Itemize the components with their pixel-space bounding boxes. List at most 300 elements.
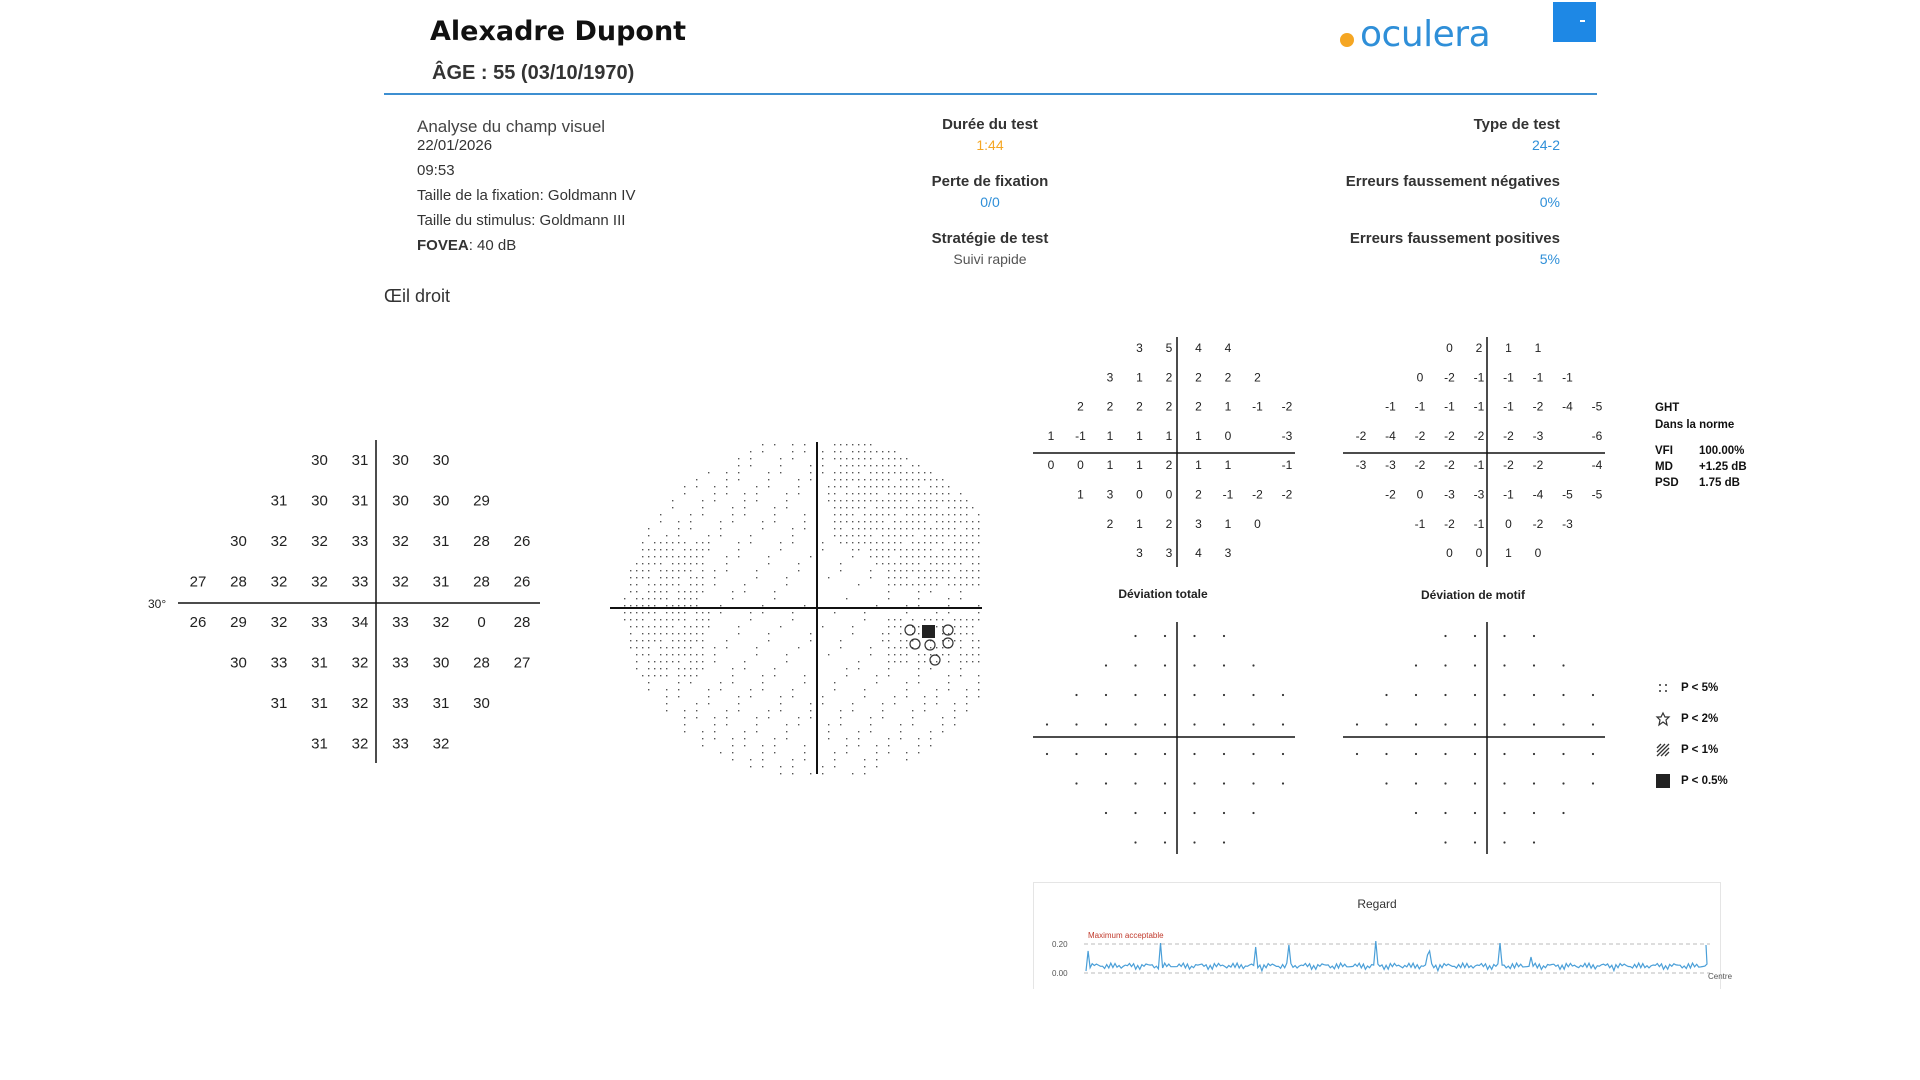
stipple-dot — [858, 731, 859, 732]
pdn-cells — [1356, 341, 1603, 560]
probability-dot — [1105, 753, 1107, 755]
patient-age: ÂGE : 55 (03/10/1970) — [432, 62, 635, 84]
grayscale-marks — [624, 444, 979, 774]
stipple-dot — [906, 521, 907, 522]
stipple-dot — [672, 626, 673, 627]
stipple-dot — [648, 675, 649, 676]
stipple-dot — [876, 542, 877, 543]
stipple-dot — [762, 752, 763, 753]
stipple-dot — [936, 535, 937, 536]
stipple-dot — [954, 717, 955, 718]
probability-dot — [1134, 694, 1136, 696]
stipple-dot — [978, 612, 979, 613]
stipple-dot — [846, 535, 847, 536]
stipple-dot — [696, 626, 697, 627]
stipple-dot — [918, 626, 919, 627]
probability-dot — [1164, 635, 1166, 637]
stipple-dot — [954, 528, 955, 529]
probability-dot — [1533, 812, 1535, 814]
stipple-dot — [948, 577, 949, 578]
stipple-dot — [882, 472, 883, 473]
probability-dot — [1385, 782, 1387, 784]
probability-dot — [1533, 694, 1535, 696]
stipple-dot — [852, 542, 853, 543]
stipple-dot — [882, 458, 883, 459]
stipple-dot — [906, 514, 907, 515]
md-value: +1.25 dB — [1699, 461, 1747, 473]
probability-dot — [1223, 753, 1225, 755]
stipple-dot — [906, 647, 907, 648]
stipple-dot — [912, 549, 913, 550]
stipple-dot — [726, 647, 727, 648]
stipple-dot — [696, 577, 697, 578]
grid-value: 1 — [1195, 428, 1202, 443]
strategy-label: Stratégie de test — [931, 230, 1049, 247]
stipple-dot — [978, 514, 979, 515]
stipple-dot — [702, 542, 703, 543]
stipple-dot — [672, 556, 673, 557]
stipple-dot — [888, 626, 889, 627]
stipple-dot — [924, 577, 925, 578]
stipple-dot — [906, 682, 907, 683]
filled-square-icon — [1655, 773, 1671, 789]
grid-value: -2 — [1532, 399, 1544, 414]
stipple-dot — [942, 528, 943, 529]
stipple-dot — [642, 549, 643, 550]
stipple-dot — [960, 584, 961, 585]
stipple-dot — [666, 605, 667, 606]
stipple-dot — [642, 542, 643, 543]
stipple-dot — [810, 703, 811, 704]
stipple-dot — [798, 479, 799, 480]
stipple-dot — [900, 584, 901, 585]
stipple-dot — [840, 724, 841, 725]
stipple-dot — [876, 556, 877, 557]
stipple-dot — [672, 577, 673, 578]
probability-dot — [1444, 694, 1446, 696]
stipple-dot — [768, 556, 769, 557]
stipple-dot — [720, 521, 721, 522]
stipple-dot — [870, 542, 871, 543]
stipple-dot — [750, 689, 751, 690]
stipple-dot — [678, 535, 679, 536]
stipple-dot — [762, 528, 763, 529]
stipple-dot — [648, 647, 649, 648]
stipple-dot — [666, 535, 667, 536]
grid-value: 33 — [392, 654, 409, 672]
stipple-dot — [888, 619, 889, 620]
stipple-dot — [678, 563, 679, 564]
stipple-dot — [780, 542, 781, 543]
stipple-dot — [714, 661, 715, 662]
stipple-dot — [846, 500, 847, 501]
grid-value: 30 — [392, 452, 409, 469]
grid-value: 31 — [311, 695, 328, 712]
stipple-dot — [702, 577, 703, 578]
grid-value: -1 — [1503, 487, 1514, 502]
fovea-value — [417, 233, 635, 258]
stipple-dot — [942, 486, 943, 487]
stipple-dot — [948, 682, 949, 683]
stipple-dot — [912, 535, 913, 536]
stipple-dot — [654, 626, 655, 627]
stipple-dot — [978, 654, 979, 655]
stipple-dot — [732, 675, 733, 676]
stipple-dot — [834, 682, 835, 683]
probability-dot — [1046, 723, 1048, 725]
stipple-dot — [690, 675, 691, 676]
stipple-dot — [876, 493, 877, 494]
stipple-dot — [810, 710, 811, 711]
stipple-dot — [786, 731, 787, 732]
stipple-dot — [924, 619, 925, 620]
stipple-dot — [810, 479, 811, 480]
stipple-dot — [630, 633, 631, 634]
stipple-dot — [930, 507, 931, 508]
stipple-dot — [840, 717, 841, 718]
stipple-dot — [888, 675, 889, 676]
stipple-dot — [942, 542, 943, 543]
probability-dot — [1592, 782, 1594, 784]
stipple-dot — [780, 710, 781, 711]
stipple-dot — [684, 710, 685, 711]
stipple-dot — [696, 703, 697, 704]
stipple-dot — [900, 528, 901, 529]
grid-value: -1 — [1503, 370, 1514, 385]
stipple-dot — [906, 458, 907, 459]
stipple-dot — [900, 507, 901, 508]
stipple-dot — [882, 703, 883, 704]
stipple-dot — [888, 528, 889, 529]
stipple-dot — [762, 451, 763, 452]
stipple-dot — [900, 500, 901, 501]
stipple-dot — [942, 717, 943, 718]
stipple-dot — [972, 626, 973, 627]
probability-dot — [1193, 841, 1195, 843]
stipple-dot — [804, 514, 805, 515]
stipple-dot — [978, 563, 979, 564]
stipple-dot — [678, 682, 679, 683]
stipple-dot — [894, 549, 895, 550]
stipple-dot — [744, 500, 745, 501]
stipple-dot — [684, 717, 685, 718]
probability-dot — [1164, 753, 1166, 755]
grid-value: -1 — [1281, 458, 1293, 473]
stipple-dot — [852, 493, 853, 494]
stipple-dot — [954, 710, 955, 711]
stipple-dot — [930, 556, 931, 557]
stipple-dot — [630, 612, 631, 613]
stipple-dot — [792, 458, 793, 459]
grid-value: -2 — [1444, 516, 1455, 531]
grid-value: 28 — [513, 614, 531, 631]
stipple-dot — [882, 486, 883, 487]
stipple-dot — [714, 717, 715, 718]
stipple-dot — [732, 738, 733, 739]
stipple-dot — [936, 521, 937, 522]
stipple-dot — [936, 507, 937, 508]
stipple-dot — [924, 542, 925, 543]
stipple-dot — [732, 591, 733, 592]
stipple-dot — [966, 507, 967, 508]
stipple-dot — [930, 619, 931, 620]
star-icon — [1655, 711, 1671, 727]
probability-dot — [1282, 723, 1284, 725]
stipple-dot — [882, 563, 883, 564]
stipple-dot — [648, 605, 649, 606]
stipple-dot — [702, 563, 703, 564]
stipple-dot — [912, 542, 913, 543]
stipple-dot — [774, 668, 775, 669]
probability-dot — [1223, 812, 1225, 814]
stipple-dot — [930, 500, 931, 501]
stipple-dot — [918, 745, 919, 746]
stipple-dot — [666, 549, 667, 550]
duration-label: Durée du test — [942, 116, 1038, 133]
stipple-dot — [960, 521, 961, 522]
stipple-dot — [906, 661, 907, 662]
stipple-dot — [942, 570, 943, 571]
stipple-dot — [720, 752, 721, 753]
stipple-dot — [780, 626, 781, 627]
grid-value: 4 — [1224, 341, 1232, 355]
stipple-dot — [936, 570, 937, 571]
stipple-dot — [738, 556, 739, 557]
stipple-dot — [714, 493, 715, 494]
grid-value: -1 — [1252, 399, 1263, 414]
pattern-deviation-numbers — [1343, 335, 1623, 575]
stipple-dot — [894, 570, 895, 571]
stipple-dot — [912, 556, 913, 557]
pattern-deviation-probability — [1343, 620, 1623, 860]
stipple-dot — [780, 766, 781, 767]
probability-dot — [1503, 664, 1505, 666]
stipple-dot — [702, 731, 703, 732]
stipple-dot — [912, 507, 913, 508]
stipple-dot — [882, 633, 883, 634]
stipple-dot — [726, 563, 727, 564]
stipple-dot — [960, 668, 961, 669]
stipple-dot — [630, 640, 631, 641]
stipple-dot — [948, 514, 949, 515]
stipple-dot — [684, 647, 685, 648]
stipple-dot — [936, 556, 937, 557]
stipple-dot — [702, 668, 703, 669]
stipple-dot — [828, 724, 829, 725]
gaze-panel — [1033, 882, 1733, 989]
stipple-dot — [978, 528, 979, 529]
stipple-dot — [858, 479, 859, 480]
stipple-dot — [948, 563, 949, 564]
probability-dot — [1164, 664, 1166, 666]
stipple-dot — [966, 521, 967, 522]
stipple-dot — [942, 577, 943, 578]
menu-button[interactable] — [1553, 2, 1596, 42]
stipple-dot — [882, 710, 883, 711]
grid-value: 1 — [1224, 399, 1232, 414]
stipple-dot — [786, 507, 787, 508]
stipple-dot — [852, 528, 853, 529]
stipple-dot — [636, 598, 637, 599]
stipple-dot — [918, 577, 919, 578]
grid-value: 1 — [1136, 428, 1143, 443]
stipple-dot — [684, 556, 685, 557]
stipple-dot — [756, 647, 757, 648]
stipple-dot — [642, 577, 643, 578]
stipple-dot — [804, 521, 805, 522]
stipple-dot — [696, 633, 697, 634]
stipple-dot — [864, 535, 865, 536]
stipple-dot — [876, 465, 877, 466]
stipple-dot — [906, 535, 907, 536]
stipple-dot — [966, 528, 967, 529]
probability-dot — [1193, 782, 1195, 784]
stipple-dot — [906, 528, 907, 529]
grid-value: -1 — [1473, 399, 1485, 414]
stipple-dot — [906, 654, 907, 655]
hatch-icon — [1655, 742, 1671, 758]
stipple-dot — [642, 633, 643, 634]
stipple-dot — [708, 612, 709, 613]
stipple-dot — [660, 668, 661, 669]
stipple-dot — [888, 451, 889, 452]
stipple-dot — [876, 500, 877, 501]
stipple-dot — [738, 542, 739, 543]
stipple-dot — [924, 472, 925, 473]
stipple-dot — [744, 738, 745, 739]
stipple-dot — [960, 640, 961, 641]
stipple-dot — [780, 472, 781, 473]
stipple-dot — [636, 647, 637, 648]
stipple-dot — [714, 486, 715, 487]
stipple-dot — [864, 451, 865, 452]
stipple-dot — [894, 696, 895, 697]
stipple-dot — [768, 472, 769, 473]
stipple-dot — [840, 710, 841, 711]
grid-value: 0 — [1047, 458, 1055, 473]
stipple-dot — [636, 619, 637, 620]
stipple-dot — [696, 479, 697, 480]
grid-value: 31 — [311, 735, 328, 753]
stipple-dot — [942, 549, 943, 550]
stipple-dot — [894, 493, 895, 494]
stipple-dot — [876, 682, 877, 683]
stipple-dot — [930, 745, 931, 746]
grid-value: 32 — [351, 654, 369, 672]
stipple-dot — [960, 577, 961, 578]
stipple-dot — [804, 745, 805, 746]
probability-dot — [1134, 753, 1136, 755]
stipple-dot — [954, 549, 955, 550]
grid-value: -3 — [1532, 428, 1544, 443]
stipple-dot — [846, 493, 847, 494]
probability-dot — [1223, 664, 1225, 666]
stipple-dot — [642, 570, 643, 571]
stipple-dot — [906, 640, 907, 641]
stipple-dot — [954, 619, 955, 620]
stipple-dot — [672, 605, 673, 606]
probability-dot — [1193, 723, 1195, 725]
stipple-dot — [750, 612, 751, 613]
exam-title: Analyse du champ visuel — [417, 117, 606, 136]
stipple-dot — [648, 591, 649, 592]
probability-dot — [1164, 723, 1166, 725]
legend-label: P < 2% — [1681, 712, 1719, 725]
stipple-dot — [960, 619, 961, 620]
stipple-dot — [762, 605, 763, 606]
stipple-dot — [726, 556, 727, 557]
grid-value: 2 — [1136, 399, 1143, 414]
stipple-dot — [966, 619, 967, 620]
stipple-dot — [840, 528, 841, 529]
stipple-dot — [864, 689, 865, 690]
stipple-dot — [870, 458, 871, 459]
grid-value: 2 — [1195, 370, 1202, 385]
stipple-dot — [864, 521, 865, 522]
stipple-dot — [690, 556, 691, 557]
stipple-dot — [960, 542, 961, 543]
stipple-dot — [648, 584, 649, 585]
stipple-dot — [906, 605, 907, 606]
stipple-dot — [864, 696, 865, 697]
stipple-dot — [810, 640, 811, 641]
stipple-dot — [846, 738, 847, 739]
stipple-dot — [642, 640, 643, 641]
stipple-dot — [846, 542, 847, 543]
stipple-dot — [912, 710, 913, 711]
stipple-dot — [924, 654, 925, 655]
stipple-dot — [636, 591, 637, 592]
stipple-dot — [870, 500, 871, 501]
stipple-dot — [780, 465, 781, 466]
stipple-dot — [870, 724, 871, 725]
stipple-dot — [870, 444, 871, 445]
stipple-dot — [786, 584, 787, 585]
stipple-dot — [630, 584, 631, 585]
stipple-dot — [870, 549, 871, 550]
stipple-dot — [894, 500, 895, 501]
legend-item — [1655, 765, 1728, 796]
stipple-dot — [858, 444, 859, 445]
stipple-dot — [726, 710, 727, 711]
stipple-dot — [822, 703, 823, 704]
stipple-dot — [630, 577, 631, 578]
stipple-dot — [726, 493, 727, 494]
defect-marker — [905, 625, 915, 635]
stipple-dot — [678, 633, 679, 634]
stipple-dot — [654, 542, 655, 543]
stipple-dot — [936, 514, 937, 515]
grid-value: 26 — [513, 573, 531, 591]
stipple-dot — [720, 535, 721, 536]
stipple-dot — [954, 563, 955, 564]
stipple-dot — [762, 675, 763, 676]
grid-value: -2 — [1355, 428, 1367, 443]
stipple-dot — [642, 675, 643, 676]
probability-dot — [1252, 812, 1254, 814]
stipple-dot — [888, 556, 889, 557]
stipple-dot — [738, 465, 739, 466]
stipple-dot — [678, 528, 679, 529]
stipple-dot — [930, 731, 931, 732]
stipple-dot — [870, 556, 871, 557]
stipple-dot — [654, 563, 655, 564]
grid-value: -2 — [1281, 399, 1293, 414]
stipple-dot — [840, 479, 841, 480]
probability-dot — [1075, 753, 1077, 755]
grid-value: 28 — [473, 573, 490, 591]
stipple-dot — [798, 717, 799, 718]
